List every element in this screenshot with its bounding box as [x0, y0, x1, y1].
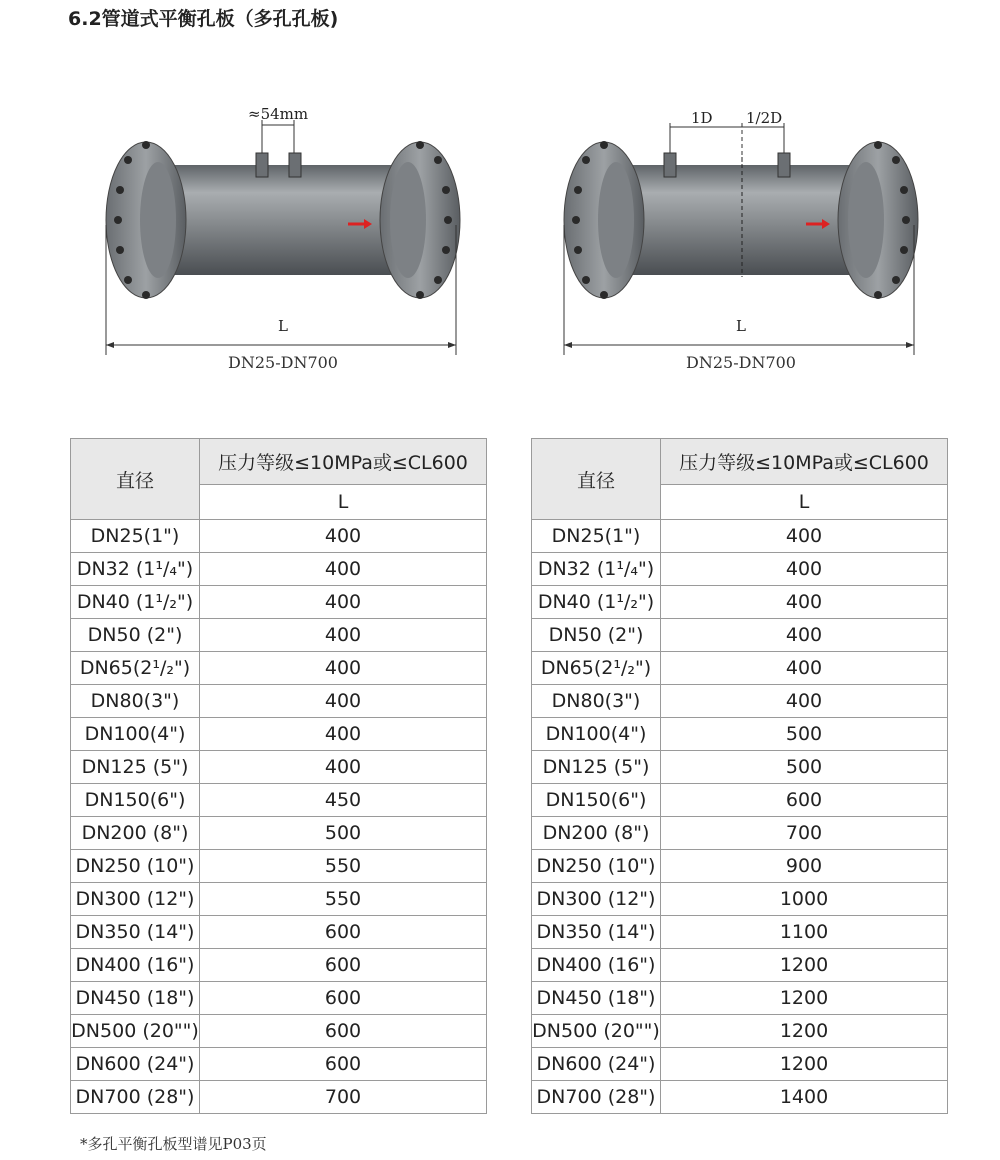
- table-row: [71, 718, 487, 751]
- cell-length: 700: [661, 817, 948, 850]
- cell-diameter: DN80(3"): [532, 685, 661, 718]
- cell-diameter: DN40 (1¹/₂"): [71, 586, 200, 619]
- cell-diameter: DN65(2¹/₂"): [71, 652, 200, 685]
- cell-length: 1200: [661, 982, 948, 1015]
- cell-length: 400: [661, 553, 948, 586]
- cell-length: 400: [200, 685, 487, 718]
- cell-length: 700: [200, 1081, 487, 1114]
- cell-length: 400: [661, 652, 948, 685]
- table-row: [532, 586, 948, 619]
- table-row: [532, 718, 948, 751]
- cell-length: 600: [200, 982, 487, 1015]
- cell-diameter: DN40 (1¹/₂"): [532, 586, 661, 619]
- cell-diameter: DN400 (16"): [532, 949, 661, 982]
- cell-length: 500: [661, 718, 948, 751]
- figure-caption-left: DN25-DN700: [228, 353, 338, 372]
- header-diameter: 直径: [71, 439, 200, 520]
- table-row: [71, 1015, 487, 1048]
- spec-table-right: [531, 438, 948, 1114]
- cell-diameter: DN100(4"): [71, 718, 200, 751]
- table-row: [71, 982, 487, 1015]
- cell-diameter: DN500 (20""): [532, 1015, 661, 1048]
- table-row: [71, 850, 487, 883]
- table-row: [71, 619, 487, 652]
- dimension-54mm: ≈54mm: [248, 105, 309, 123]
- cell-diameter: DN50 (2"): [532, 619, 661, 652]
- cell-diameter: DN250 (10"): [71, 850, 200, 883]
- cell-length: 400: [200, 652, 487, 685]
- cell-length: 500: [200, 817, 487, 850]
- pipe-illustration-right: [556, 95, 926, 365]
- figure-caption-right: DN25-DN700: [686, 353, 796, 372]
- table-row: [71, 1081, 487, 1114]
- table-row: [71, 586, 487, 619]
- cell-length: 550: [200, 883, 487, 916]
- cell-diameter: DN125 (5"): [532, 751, 661, 784]
- cell-diameter: DN25(1"): [71, 520, 200, 553]
- cell-length: 1100: [661, 916, 948, 949]
- cell-diameter: DN80(3"): [71, 685, 200, 718]
- cell-length: 400: [200, 751, 487, 784]
- cell-diameter: DN65(2¹/₂"): [532, 652, 661, 685]
- cell-diameter: DN300 (12"): [71, 883, 200, 916]
- table-row: [71, 553, 487, 586]
- cell-diameter: DN450 (18"): [532, 982, 661, 1015]
- table-row: [532, 916, 948, 949]
- cell-diameter: DN150(6"): [532, 784, 661, 817]
- table-row: [71, 520, 487, 553]
- cell-length: 600: [200, 1048, 487, 1081]
- cell-length: 1200: [661, 949, 948, 982]
- cell-length: 500: [661, 751, 948, 784]
- cell-length: 900: [661, 850, 948, 883]
- cell-diameter: DN32 (1¹/₄"): [71, 553, 200, 586]
- table-row: [532, 520, 948, 553]
- cell-diameter: DN200 (8"): [532, 817, 661, 850]
- cell-diameter: DN200 (8"): [71, 817, 200, 850]
- table-row: [71, 751, 487, 784]
- dimension-1d: 1D: [691, 109, 713, 127]
- cell-length: 400: [200, 718, 487, 751]
- cell-diameter: DN600 (24"): [532, 1048, 661, 1081]
- cell-length: 400: [200, 586, 487, 619]
- cell-diameter: DN350 (14"): [532, 916, 661, 949]
- table-row: [532, 652, 948, 685]
- table-row: [532, 949, 948, 982]
- cell-diameter: DN100(4"): [532, 718, 661, 751]
- header-length: L: [661, 485, 948, 520]
- cell-diameter: DN125 (5"): [71, 751, 200, 784]
- cell-length: 600: [661, 784, 948, 817]
- cell-length: 600: [200, 916, 487, 949]
- table-row: [532, 784, 948, 817]
- pipe-illustration-left: [98, 95, 468, 365]
- cell-diameter: DN32 (1¹/₄"): [532, 553, 661, 586]
- footnote: *多孔平衡孔板型谱见P03页: [80, 1135, 267, 1153]
- cell-length: 400: [661, 685, 948, 718]
- table-row: [532, 1015, 948, 1048]
- cell-diameter: DN350 (14"): [71, 916, 200, 949]
- section-title: 6.2管道式平衡孔板（多孔孔板): [68, 8, 339, 30]
- cell-length: 1200: [661, 1015, 948, 1048]
- cell-length: 600: [200, 949, 487, 982]
- header-pressure: 压力等级≤10MPa或≤CL600: [661, 439, 948, 485]
- cell-length: 400: [661, 520, 948, 553]
- cell-length: 1400: [661, 1081, 948, 1114]
- cell-diameter: DN25(1"): [532, 520, 661, 553]
- cell-diameter: DN600 (24"): [71, 1048, 200, 1081]
- table-row: [71, 652, 487, 685]
- dimension-half-d: 1/2D: [746, 109, 783, 127]
- dimension-length-right: L: [736, 317, 746, 335]
- cell-length: 400: [661, 586, 948, 619]
- table-row: [71, 685, 487, 718]
- table-row: [71, 916, 487, 949]
- table-row: [532, 883, 948, 916]
- cell-length: 400: [200, 553, 487, 586]
- cell-length: 400: [200, 520, 487, 553]
- cell-diameter: DN50 (2"): [71, 619, 200, 652]
- table-row: [532, 685, 948, 718]
- cell-diameter: DN450 (18"): [71, 982, 200, 1015]
- table-row: [532, 850, 948, 883]
- header-length: L: [200, 485, 487, 520]
- table-row: [532, 817, 948, 850]
- figure-pipe-right: [556, 95, 926, 395]
- cell-length: 550: [200, 850, 487, 883]
- cell-length: 400: [661, 619, 948, 652]
- table-row: [532, 1048, 948, 1081]
- table-row: [71, 883, 487, 916]
- cell-length: 450: [200, 784, 487, 817]
- cell-diameter: DN250 (10"): [532, 850, 661, 883]
- table-row: [71, 784, 487, 817]
- cell-diameter: DN500 (20""): [71, 1015, 200, 1048]
- table-row: [532, 619, 948, 652]
- cell-length: 400: [200, 619, 487, 652]
- figure-pipe-left: [98, 95, 468, 395]
- cell-diameter: DN700 (28"): [532, 1081, 661, 1114]
- table-row: [71, 817, 487, 850]
- cell-diameter: DN300 (12"): [532, 883, 661, 916]
- table-row: [532, 982, 948, 1015]
- dimension-length-left: L: [278, 317, 288, 335]
- cell-diameter: DN150(6"): [71, 784, 200, 817]
- cell-length: 600: [200, 1015, 487, 1048]
- cell-diameter: DN400 (16"): [71, 949, 200, 982]
- table-row: [71, 949, 487, 982]
- cell-length: 1200: [661, 1048, 948, 1081]
- header-pressure: 压力等级≤10MPa或≤CL600: [200, 439, 487, 485]
- table-row: [532, 751, 948, 784]
- table-row: [71, 1048, 487, 1081]
- table-row: [532, 553, 948, 586]
- spec-table-left: [70, 438, 487, 1114]
- cell-length: 1000: [661, 883, 948, 916]
- header-diameter: 直径: [532, 439, 661, 520]
- cell-diameter: DN700 (28"): [71, 1081, 200, 1114]
- table-row: [532, 1081, 948, 1114]
